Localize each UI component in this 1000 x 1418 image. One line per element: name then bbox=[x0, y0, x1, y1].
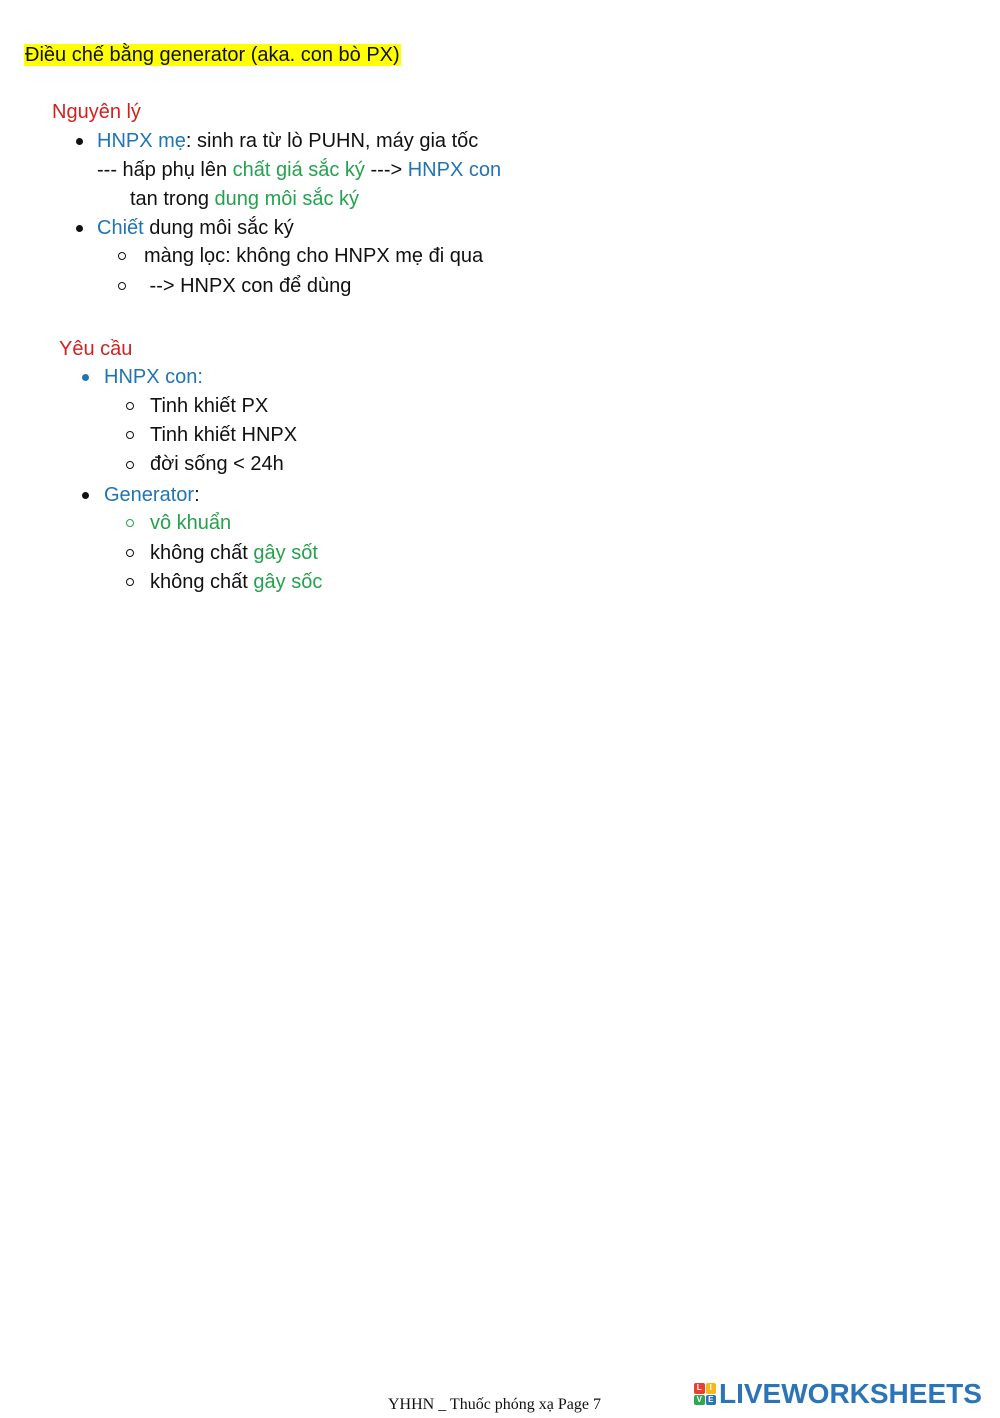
sub-bullet-ring bbox=[126, 402, 134, 410]
logo-mark-letter: L bbox=[694, 1383, 705, 1394]
term-stationary-phase: chất giá sắc ký bbox=[232, 159, 365, 181]
principle-item-1-line-3 bbox=[130, 186, 359, 212]
principle-item-2 bbox=[97, 215, 294, 241]
sub-bullet-ring bbox=[118, 282, 126, 290]
logo-mark-letter: I bbox=[706, 1383, 717, 1394]
logo-mark-icon bbox=[694, 1383, 716, 1405]
sub-bullet-ring bbox=[126, 461, 134, 469]
page-footer: YHHN _ Thuốc phóng xạ Page 7 bbox=[388, 1396, 602, 1413]
section-heading-principle: Nguyên lý bbox=[52, 101, 141, 123]
term-shock: gây sốc bbox=[253, 571, 323, 593]
term-mobile-phase: dung môi sắc ký bbox=[214, 188, 360, 210]
bullet-dot bbox=[76, 225, 83, 232]
sub-bullet-ring bbox=[126, 549, 134, 557]
page-title-text: Điều chế bằng generator (aka. con bò PX) bbox=[25, 44, 400, 66]
principle-item-1-text: : sinh ra từ lò PUHN, máy gia tốc bbox=[185, 130, 479, 152]
principle-sub-2: --> HNPX con để dùng bbox=[144, 275, 352, 297]
sub-bullet-ring bbox=[126, 519, 134, 527]
requirement-sub-sterile: vô khuẩn bbox=[150, 512, 232, 534]
requirement-item-2 bbox=[104, 482, 200, 508]
text-no-substance: không chất bbox=[150, 571, 254, 593]
requirement-sub-pyrogen bbox=[150, 540, 318, 566]
logo-mark-letter: V bbox=[694, 1395, 705, 1406]
text-adsorb: --- hấp phụ lên bbox=[97, 159, 233, 181]
bullet-dot bbox=[82, 374, 89, 381]
logo-mark-letter: E bbox=[706, 1395, 717, 1406]
sub-bullet-ring bbox=[118, 252, 126, 260]
page-title bbox=[24, 42, 401, 68]
term-hnpx-me: HNPX mẹ bbox=[97, 130, 186, 152]
term-chiet: Chiết bbox=[97, 217, 144, 239]
bullet-dot bbox=[82, 492, 89, 499]
bullet-dot bbox=[76, 138, 83, 145]
term-hnpx-con: HNPX con bbox=[407, 159, 502, 181]
principle-item-1-line-2 bbox=[97, 157, 501, 183]
sub-bullet-ring bbox=[126, 578, 134, 586]
text-dissolve: tan trong bbox=[130, 188, 215, 210]
colon: : bbox=[194, 484, 200, 506]
term-generator: Generator bbox=[104, 484, 195, 506]
requirement-sub-3: đời sống < 24h bbox=[150, 453, 284, 475]
principle-item-1-line-1 bbox=[97, 128, 478, 154]
logo-text: LIVEWORKSHEETS bbox=[719, 1378, 982, 1409]
text-no-substance: không chất bbox=[150, 542, 254, 564]
liveworksheets-logo bbox=[694, 1378, 982, 1410]
section-heading-requirements: Yêu cầu bbox=[59, 338, 133, 360]
requirement-sub-1: Tinh khiết PX bbox=[150, 395, 269, 417]
principle-item-2-text: dung môi sắc ký bbox=[143, 217, 294, 239]
principle-sub-1: màng lọc: không cho HNPX mẹ đi qua bbox=[144, 245, 484, 267]
requirement-sub-2: Tinh khiết HNPX bbox=[150, 424, 298, 446]
sub-bullet-ring bbox=[126, 431, 134, 439]
term-fever: gây sốt bbox=[253, 542, 318, 564]
requirement-sub-shock bbox=[150, 569, 322, 595]
text-arrow: ---> bbox=[364, 159, 408, 181]
requirement-item-1: HNPX con: bbox=[104, 366, 203, 388]
